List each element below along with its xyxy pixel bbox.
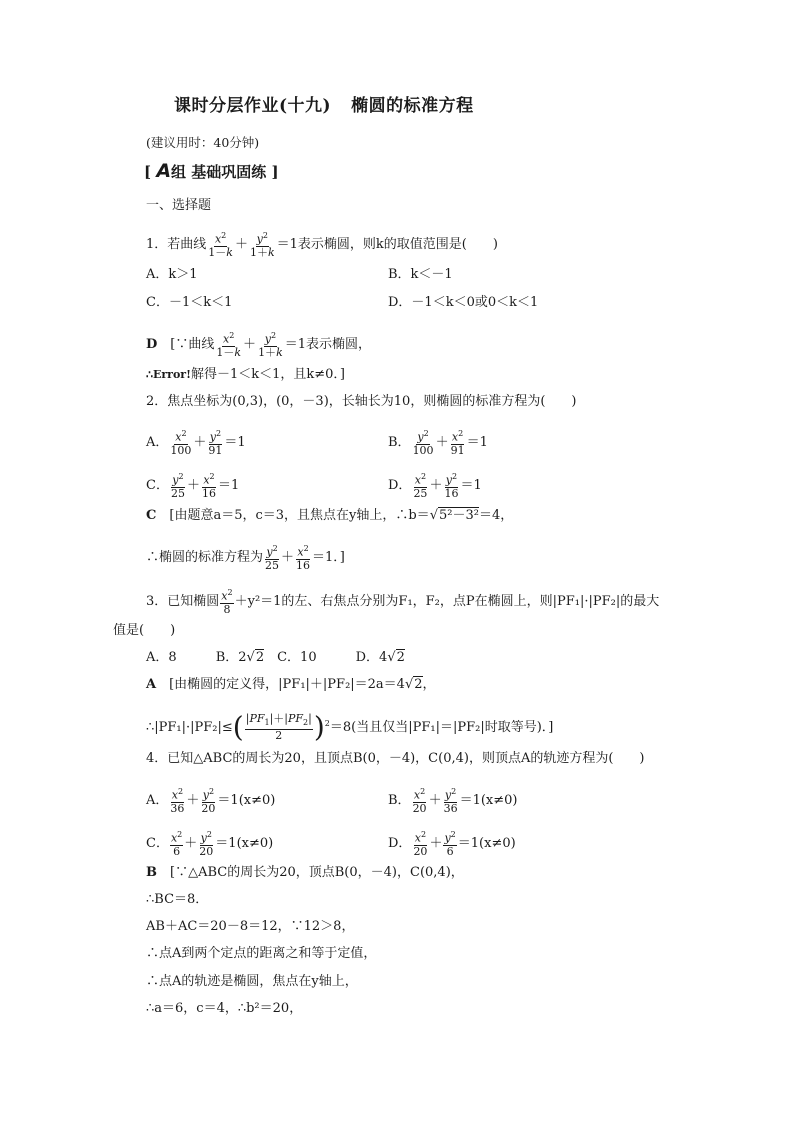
q1-stem: 1．若曲线 $\frac{x^2}{1-k}$ ＋ $\frac{y^2}{1+k}$ ＝1表示椭圆，则k的取值范围是( ) (146, 231, 498, 259)
q4-answer-line5: ∴点A的轨迹是椭圆，焦点在y轴上， (146, 974, 358, 989)
cond: (x≠0) (480, 792, 518, 808)
q2-answer-line1 (146, 507, 513, 525)
q2-option-d: D． $\frac{x^2}{25}$ ＋ $\frac{y^2}{16}$ ＝1 (388, 472, 482, 500)
q1-option-c: C．－1＜k＜1 (146, 295, 233, 310)
q1-answer-pre: [∵曲线 (170, 336, 215, 352)
q2-stem: 2．焦点坐标为(0,3)，(0，－3)，长轴长为10，则椭圆的标准方程为( ) (146, 394, 577, 409)
title-topic: 椭圆的标准方程 (351, 96, 474, 116)
q4-answer-letter: B (146, 865, 157, 880)
q4-option-b: B． $\frac{x^2}{20}$ ＋ $\frac{y^2}{36}$ ＝1(x≠0) (388, 787, 518, 815)
q3-answer-text: [由椭圆的定义得，|PF₁|＋|PF₂|＝2a＝4 (169, 677, 405, 692)
q3-stem: 3．已知椭圆 $\frac{x^2}{8}$ ＋y²＝1的左、右焦点分别为F₁，F₂，点P在椭圆上，则|PF₁|·|PF₂|的最大 (146, 588, 660, 616)
cond: (x≠0) (236, 835, 274, 851)
q2-option-a: A． $\frac{x^2}{100}$ ＋ $\frac{y^2}{91}$ ＝1 (146, 429, 246, 457)
q3-option-b: B．2 (215, 650, 247, 665)
q3-option-d: D．4 (355, 650, 388, 665)
q1-answer-line1: D [∵曲线 $\frac{x^2}{1-k}$ ＋ $\frac{y^2}{1+k}$ ＝1表示椭圆， (146, 331, 372, 359)
page-title (174, 97, 474, 115)
q3-option-a: A．8 (146, 650, 177, 665)
q1-ans-frac-y: $\frac{y^2}{1+k}$ (258, 331, 283, 359)
q4-stem: 4．已知△ABC的周长为20，且顶点B(0，－4)，C(0,4)，则顶点A的轨迹方程为( ) (146, 751, 645, 766)
q4-option-c: C． $\frac{x^2}{6}$ ＋ $\frac{y^2}{20}$ ＝1(x≠0) (146, 830, 274, 858)
q3-answer-line1: A [由椭圆的定义得，|PF₁|＋|PF₂|＝2a＝4√2， (146, 677, 436, 692)
q4-answer-line6: ∴a＝6，c＝4，∴b²＝20， (146, 1001, 303, 1016)
q1-answer-suf: ＝1表示椭圆， (284, 336, 372, 352)
group-letter: A (156, 160, 172, 182)
q1-answer-line2 (146, 366, 345, 384)
q1-option-b: B．k＜－1 (388, 267, 453, 282)
q1-frac-x: $\frac{x^2}{1-k}$ (208, 231, 233, 259)
q3-option-c: C．10 (277, 650, 317, 665)
q1-option-d: D．－1＜k＜0或0＜k＜1 (388, 295, 539, 310)
q4-option-d: D． $\frac{x^2}{20}$ ＋ $\frac{y^2}{6}$ ＝1(x≠0) (388, 830, 516, 858)
q2-answer-end: ＝4， (478, 508, 514, 523)
q1-answer-text: 解得－1＜k＜1，且k≠0．] (190, 367, 345, 382)
q3-stem-pre: 3．已知椭圆 (146, 593, 220, 609)
q3-answer-letter: A (146, 677, 157, 692)
q1-prefix: 1．若曲线 (146, 236, 207, 252)
q3-answer-suf: ＝8(当且仅当|PF₁|＝|PF₂|时取等号)．] (329, 720, 554, 736)
q1-answer-letter: D (146, 336, 158, 352)
q3-options: A．8 B．2√2 C．10 D．4√2 (146, 650, 405, 665)
q1-suffix: ＝1表示椭圆，则k的取值范围是( ) (276, 236, 498, 252)
q2-answer-suf: ＝1．] (312, 549, 345, 565)
q1-frac-y: $\frac{y^2}{1+k}$ (249, 231, 275, 259)
q2-answer-line2: ∴椭圆的标准方程为 $\frac{y^2}{25}$ ＋ $\frac{x^2}{16}$ ＝1．] (146, 544, 345, 572)
q1-option-a: A．k＞1 (146, 267, 198, 282)
q2-answer-letter: C (146, 508, 157, 523)
sqrt-expr: √5²－3² (429, 508, 479, 523)
cond: (x≠0) (479, 835, 516, 851)
group-heading: [ A组 基础巩固练 ] (144, 160, 279, 182)
q4-answer-line4: ∴点A到两个定点的距离之和等于定值， (146, 946, 377, 961)
cond: (x≠0) (238, 792, 276, 808)
time-note: (建议用时：40分钟) (146, 135, 260, 150)
q2-answer-text: [由题意a＝5，c＝3，且焦点在y轴上，∴b＝ (169, 508, 430, 523)
q4-answer-line2: ∴BC＝8． (146, 892, 209, 907)
q2-option-b: B． $\frac{y^2}{100}$ ＋ $\frac{x^2}{91}$ ＝1 (388, 429, 488, 457)
q2-answer-pre: ∴椭圆的标准方程为 (146, 549, 264, 565)
title-main: 课时分层作业(十九) (174, 96, 332, 116)
q1-ans-frac-x: $\frac{x^2}{1-k}$ (216, 331, 242, 359)
q3-answer-line2: ∴|PF₁|·|PF₂|≤( $\frac{|PF_1|+|PF_2|}{2}$ )$^2$＝8(当且仅当|PF₁|＝|PF₂|时取等号)．] (146, 710, 554, 744)
q4-answer-text: [∵△ABC的周长为20，顶点B(0，－4)，C(0,4)， (170, 865, 464, 880)
q3-stem-line2: 值是( ) (113, 623, 176, 638)
group-label: 组 基础巩固练 (171, 163, 267, 181)
q4-option-a: A． $\frac{x^2}{36}$ ＋ $\frac{y^2}{20}$ ＝1(x≠0) (146, 787, 276, 815)
q3-answer-pre: ∴|PF₁|·|PF₂|≤ (146, 720, 233, 736)
q4-answer-line1 (146, 864, 464, 882)
q3-stem-mid: ＋y²＝1的左、右焦点分别为F₁，F₂，点P在椭圆上，则|PF₁|·|PF₂|的最大 (234, 593, 660, 609)
section-heading: 一、选择题 (146, 198, 212, 213)
q4-answer-line3: AB＋AC＝20－8＝12，∵12＞8， (146, 919, 355, 934)
q2-option-c: C． $\frac{y^2}{25}$ ＋ $\frac{x^2}{16}$ ＝1 (146, 472, 240, 500)
q1-answer-error: ∴Error! (146, 368, 191, 381)
